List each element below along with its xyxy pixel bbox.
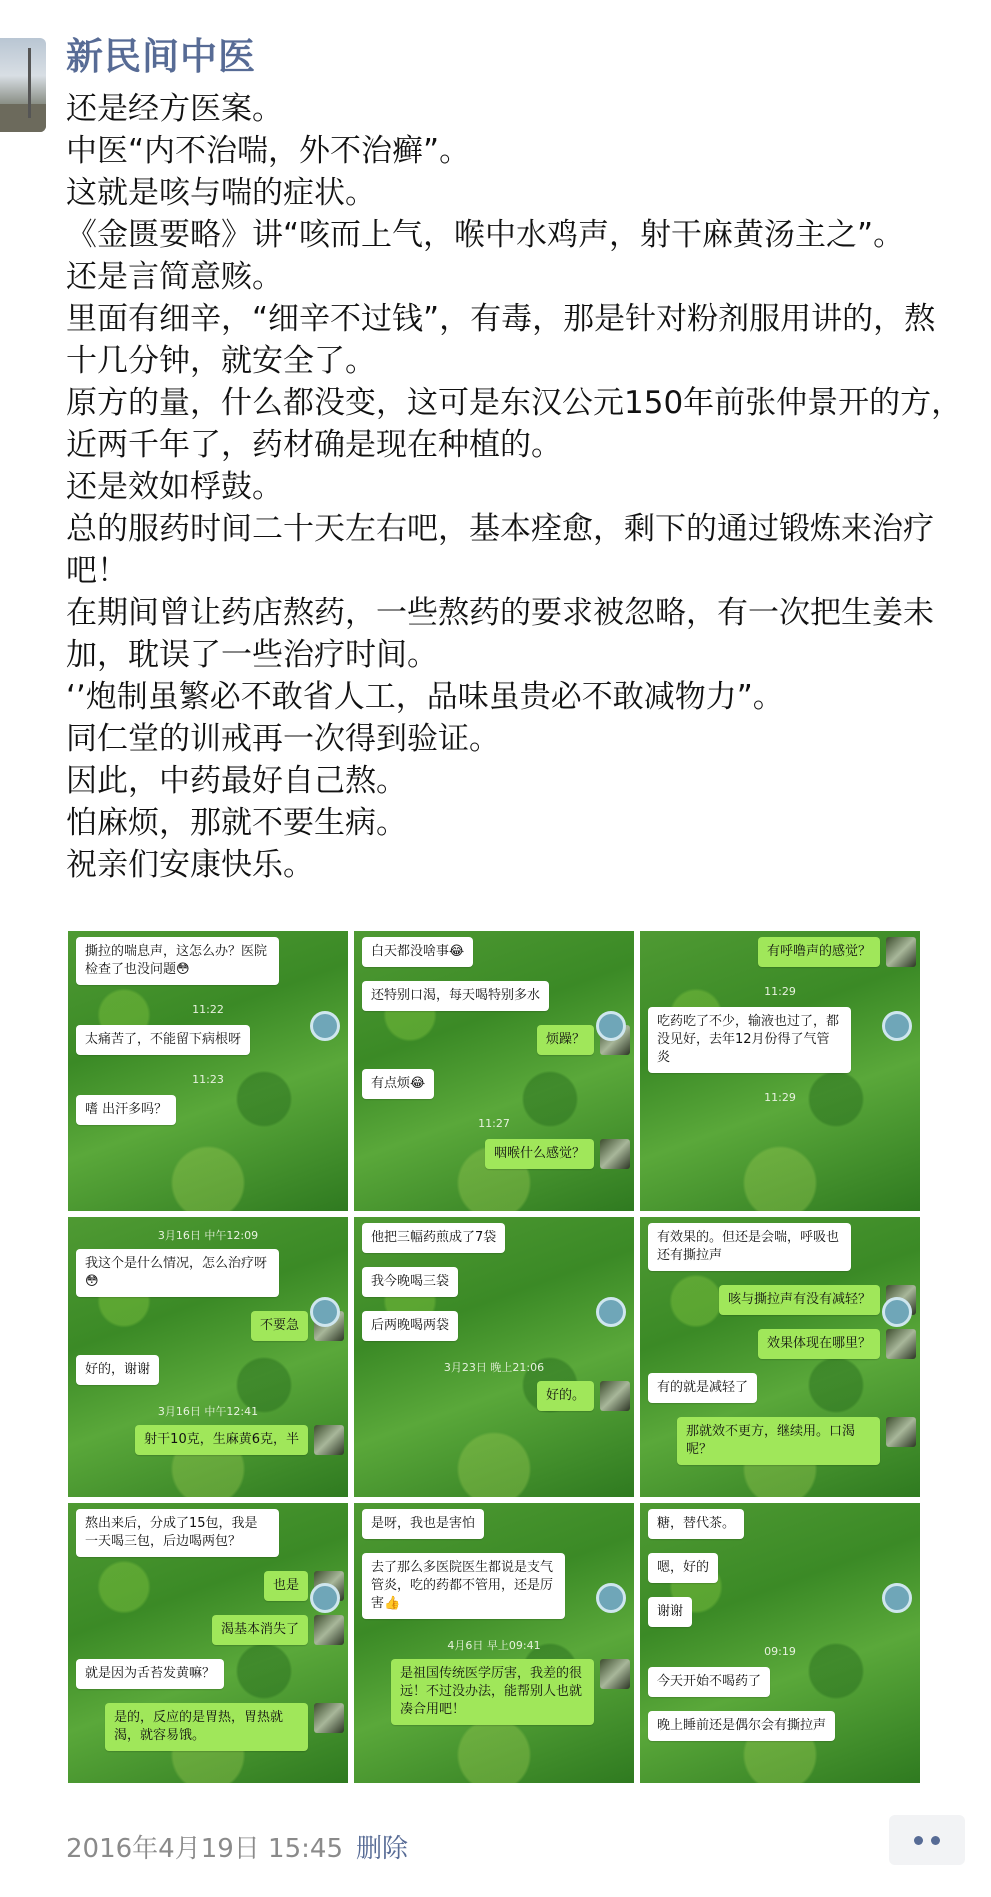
post-line: 同仁堂的训戒再一次得到验证。	[66, 721, 500, 757]
chat-bubble-incoming: 就是因为舌苔发黄嘛？	[76, 1659, 224, 1689]
chat-bubble-outgoing: 有呼噜声的感觉？	[758, 937, 880, 967]
post-line: 怕麻烦，那就不要生病。	[66, 805, 407, 841]
chat-bubble-outgoing: 不要急	[251, 1311, 308, 1341]
chat-avatar	[886, 937, 916, 967]
chat-bubble-incoming: 还特别口渴，每天喝特别多水	[362, 981, 549, 1011]
chat-avatar	[310, 1583, 340, 1613]
chat-timestamp: 11:23	[192, 1073, 224, 1086]
author-name[interactable]: 新民间中医	[66, 35, 256, 78]
chat-avatar	[886, 1417, 916, 1447]
chat-avatar	[314, 1425, 344, 1455]
chat-bubble-incoming: 糖，替代茶。	[648, 1509, 744, 1539]
chat-bubble-incoming: 好的，谢谢	[76, 1355, 159, 1385]
chat-avatar	[314, 1703, 344, 1733]
chat-bubble-incoming: 熬出来后，分成了15包，我是一天喝三包，后边喝两包？	[76, 1509, 279, 1557]
chat-screenshot-image[interactable]	[354, 1217, 634, 1497]
chat-avatar	[882, 1297, 912, 1327]
chat-timestamp: 09:19	[764, 1645, 796, 1658]
chat-bubble-outgoing: 咳与撕拉声有没有减轻？	[719, 1285, 880, 1315]
chat-bubble-outgoing: 渴基本消失了	[212, 1615, 308, 1645]
chat-avatar	[314, 1615, 344, 1645]
chat-timestamp: 11:27	[478, 1117, 510, 1130]
chat-bubble-incoming: 嗜 出汗多吗？	[76, 1095, 176, 1125]
post-line: 《金匮要略》讲“咳而上气，喉中水鸡声，射干麻黄汤主之”。	[66, 217, 905, 253]
chat-timestamp: 3月16日 中午12:41	[157, 1405, 259, 1418]
chat-timestamp: 11:22	[192, 1003, 224, 1016]
chat-screenshot-image[interactable]	[354, 1503, 634, 1783]
chat-screenshot-image[interactable]	[640, 931, 920, 1211]
post-timestamp: 2016年4月19日 15:45	[66, 1834, 343, 1864]
chat-bubble-outgoing: 咽喉什么感觉？	[485, 1139, 594, 1169]
chat-screenshot-image[interactable]	[68, 1217, 348, 1497]
chat-bubble-outgoing: 烦躁？	[537, 1025, 594, 1055]
chat-bubble-incoming: 嗯，好的	[648, 1553, 718, 1583]
chat-avatar	[596, 1011, 626, 1041]
avatar-pole	[28, 48, 31, 118]
chat-bubble-incoming: 吃药吃了不少，输液也过了，都没见好，去年12月份得了气管炎	[648, 1007, 851, 1073]
post-line: 还是经方医案。	[66, 91, 283, 127]
chat-bubble-outgoing: 也是	[264, 1571, 308, 1601]
chat-avatar	[882, 1583, 912, 1613]
chat-bubble-incoming: 今天开始不喝药了	[648, 1667, 770, 1697]
chat-bubble-incoming: 是呀，我也是害怕	[362, 1509, 484, 1539]
chat-timestamp: 11:29	[764, 1091, 796, 1104]
chat-bubble-incoming: 谢谢	[648, 1597, 692, 1627]
chat-bubble-incoming: 晚上睡前还是偶尔会有撕拉声	[648, 1711, 835, 1741]
dot-icon	[931, 1836, 940, 1845]
chat-bubble-outgoing: 那就效不更方，继续用。口渴呢？	[677, 1417, 880, 1465]
dot-icon	[914, 1836, 923, 1845]
chat-avatar	[886, 1329, 916, 1359]
post-line: 原方的量，什么都没变，这可是东汉公元150年前张仲景开的方，近两千年了，药材确是现在种植的。	[66, 385, 963, 463]
chat-screenshot-image[interactable]	[640, 1217, 920, 1497]
post-line: ‘’炮制虽繁必不敢省人工，品味虽贵必不敢减物力”。	[66, 679, 784, 715]
chat-bubble-outgoing: 射干10克，生麻黄6克，半	[135, 1425, 308, 1455]
chat-bubble-incoming: 后两晚喝两袋	[362, 1311, 458, 1341]
post-line: 还是效如桴鼓。	[66, 469, 283, 505]
chat-bubble-incoming: 有点烦😂	[362, 1069, 434, 1099]
chat-avatar	[310, 1297, 340, 1327]
chat-bubble-outgoing: 好的。	[537, 1381, 594, 1411]
chat-avatar	[596, 1297, 626, 1327]
chat-bubble-incoming: 我今晚喝三袋	[362, 1267, 458, 1297]
chat-bubble-incoming: 我这个是什么情况，怎么治疗呀😳	[76, 1249, 279, 1297]
author-avatar[interactable]	[0, 38, 46, 132]
chat-timestamp: 4月6日 早上09:41	[447, 1639, 541, 1652]
chat-screenshot-image[interactable]	[640, 1503, 920, 1783]
chat-bubble-incoming: 他把三幅药煎成了7袋	[362, 1223, 505, 1253]
chat-screenshot-image[interactable]	[68, 931, 348, 1211]
chat-bubble-incoming: 太痛苦了，不能留下病根呀	[76, 1025, 250, 1055]
chat-bubble-incoming: 去了那么多医院医生都说是支气管炎，吃的药都不管用，还是厉害👍	[362, 1553, 565, 1619]
chat-screenshot-image[interactable]	[68, 1503, 348, 1783]
more-options-button[interactable]	[889, 1815, 965, 1865]
chat-avatar	[600, 1381, 630, 1411]
chat-bubble-outgoing: 效果体现在哪里？	[758, 1329, 880, 1359]
post-line: 在期间曾让药店熬药，一些熬药的要求被忽略，有一次把生姜未加，耽误了一些治疗时间。	[66, 595, 934, 673]
chat-bubble-incoming: 撕拉的喘息声，这怎么办？医院检查了也没问题😳	[76, 937, 279, 985]
post-line: 总的服药时间二十天左右吧，基本痊愈，剩下的通过锻炼来治疗吧！	[66, 511, 934, 589]
chat-avatar	[600, 1659, 630, 1689]
image-grid	[68, 931, 920, 1777]
chat-avatar	[600, 1139, 630, 1169]
chat-avatar	[310, 1011, 340, 1041]
chat-avatar	[882, 1011, 912, 1041]
chat-bubble-incoming: 白天都没啥事😂	[362, 937, 473, 967]
post-line: 还是言简意赅。	[66, 259, 283, 295]
chat-timestamp: 3月16日 中午12:09	[157, 1229, 259, 1242]
post-line: 这就是咳与喘的症状。	[66, 175, 376, 211]
chat-bubble-incoming: 有效果的。但还是会喘，呼吸也还有撕拉声	[648, 1223, 851, 1271]
delete-button[interactable]: 删除	[356, 1834, 409, 1864]
chat-bubble-outgoing: 是祖国传统医学厉害，我差的很远！不过没办法，能帮别人也就凑合用吧！	[391, 1659, 594, 1725]
post-line: 中医“内不治喘，外不治癣”。	[66, 133, 471, 169]
chat-timestamp: 3月23日 晚上21:06	[443, 1361, 545, 1374]
avatar-ground	[0, 104, 46, 132]
chat-timestamp: 11:29	[764, 985, 796, 998]
post-line: 里面有细辛，“细辛不过钱”，有毒，那是针对粉剂服用讲的，熬十几分钟，就安全了。	[66, 301, 936, 379]
post-text	[66, 88, 966, 886]
chat-avatar	[596, 1583, 626, 1613]
chat-bubble-incoming: 有的就是减轻了	[648, 1373, 757, 1403]
post-line: 祝亲们安康快乐。	[66, 847, 314, 883]
chat-bubble-outgoing: 是的，反应的是胃热，胃热就渴，就容易饿。	[105, 1703, 308, 1751]
post-line: 因此，中药最好自己熬。	[66, 763, 407, 799]
chat-screenshot-image[interactable]	[354, 931, 634, 1211]
